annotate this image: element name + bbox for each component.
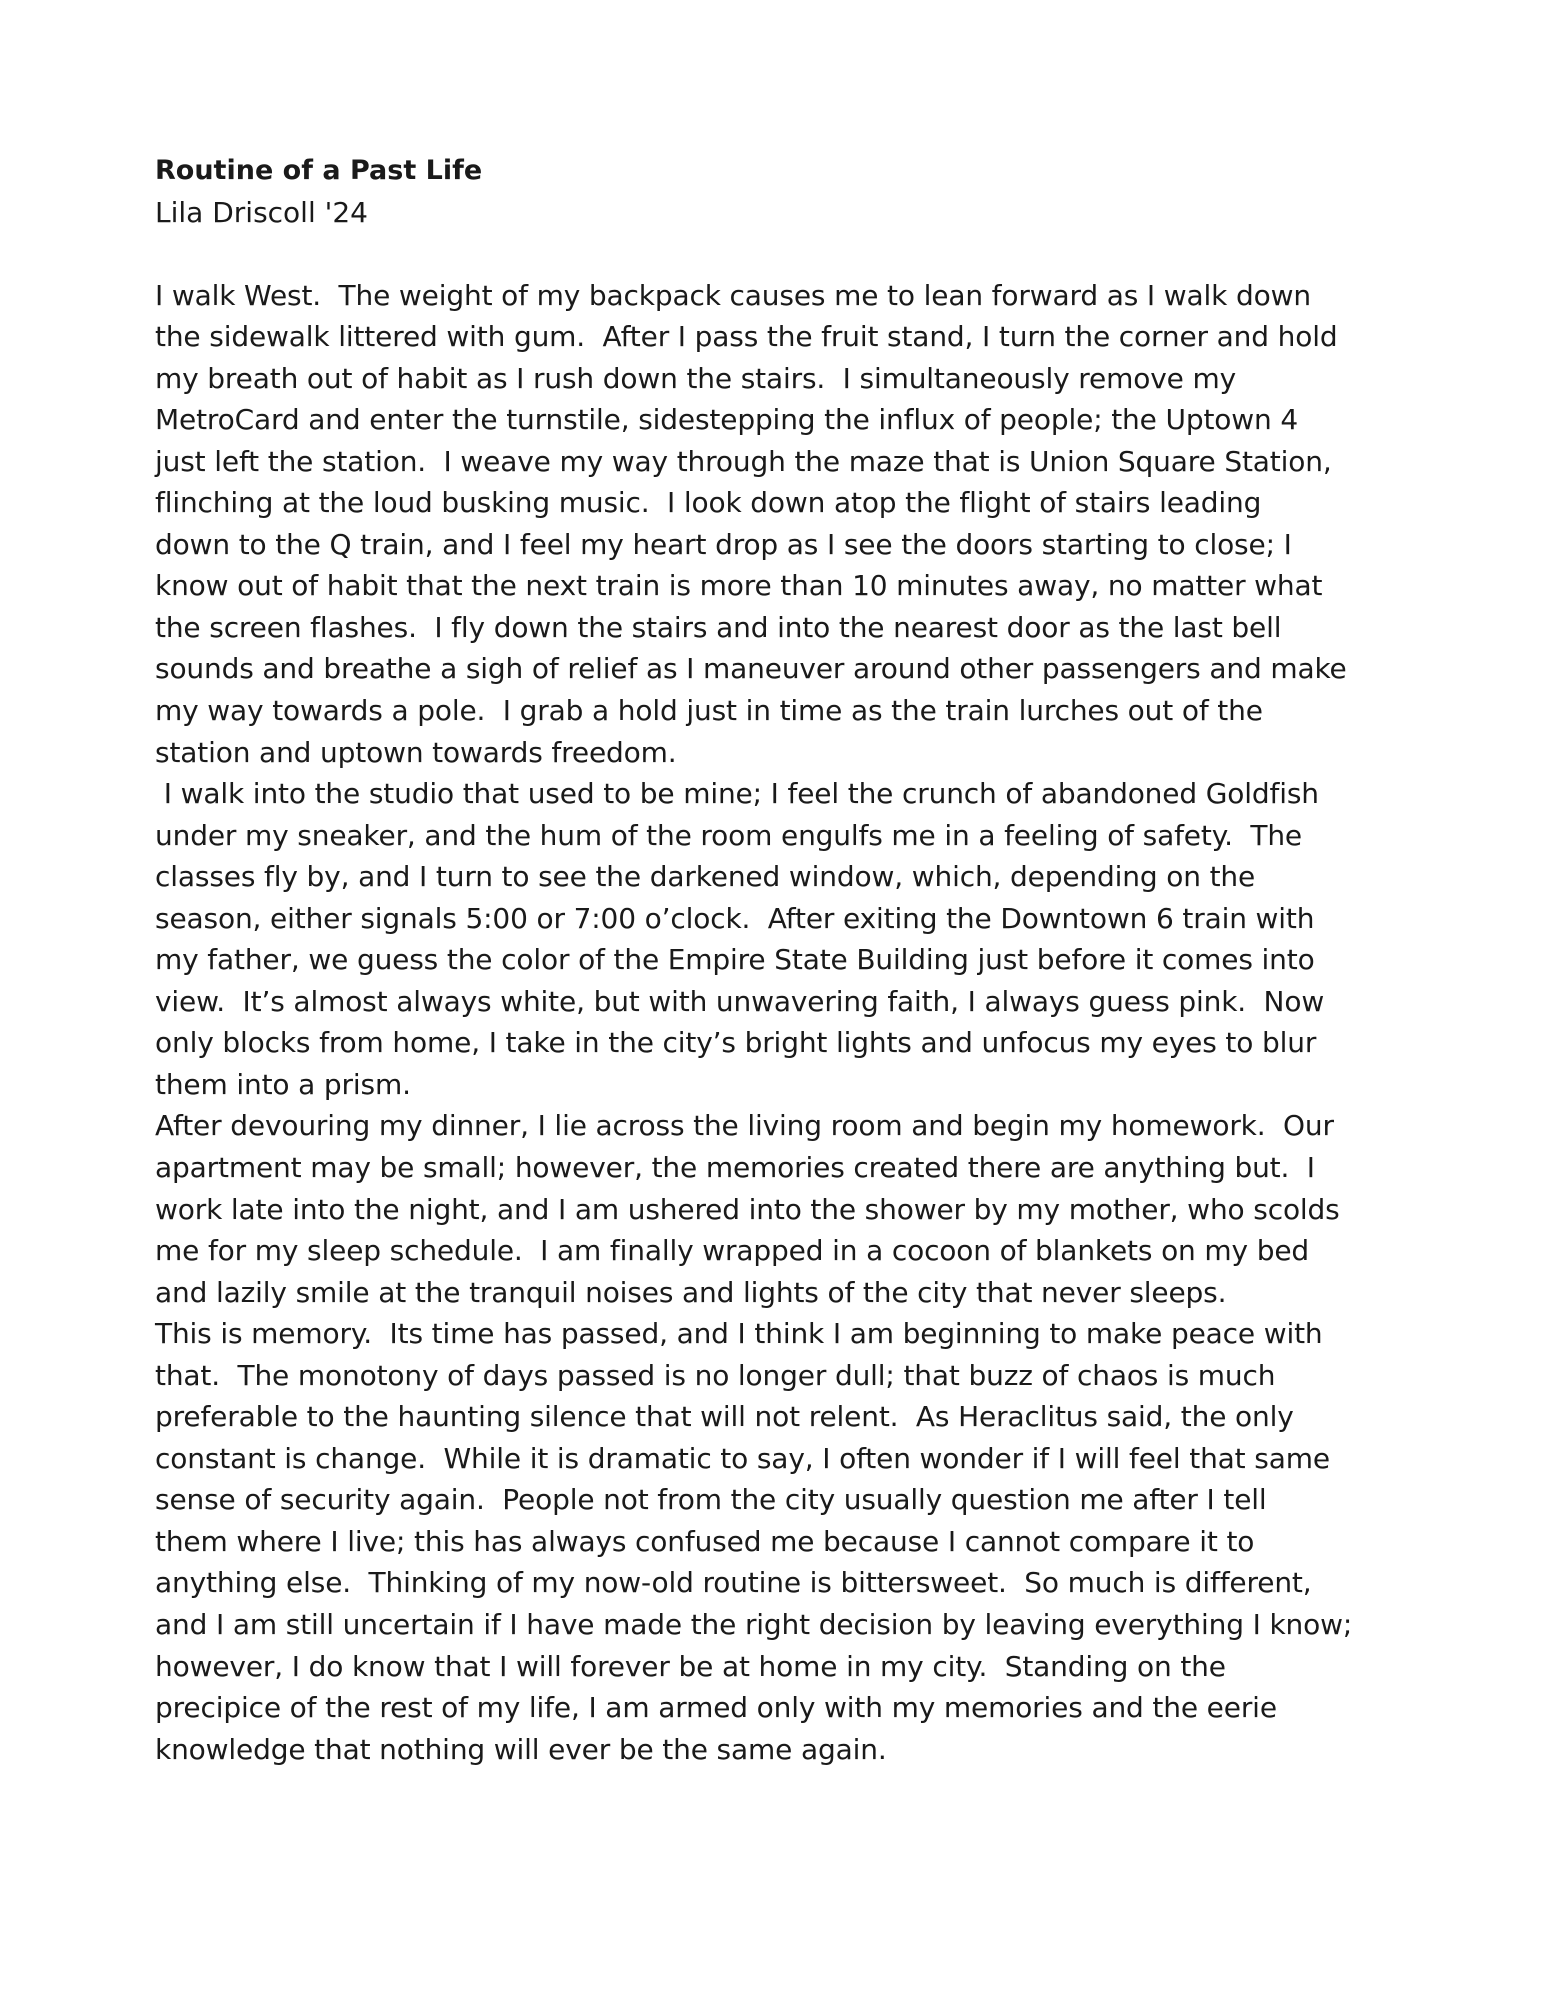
body-text-line: view. It’s almost always white, but with unwavering faith, I always guess pink. Now bbox=[155, 984, 1325, 1018]
body-text-line: anything else. Thinking of my now-old routine is bittersweet. So much is different, bbox=[155, 1566, 1312, 1600]
body-text-line: classes fly by, and I turn to see the darkened window, which, depending on the bbox=[155, 860, 1256, 894]
body-text-line: just left the station. I weave my way through the maze that is Union Square Station, bbox=[155, 444, 1332, 478]
body-text-line: me for my sleep schedule. I am finally wrapped in a cocoon of blankets on my bed bbox=[155, 1234, 1310, 1268]
body-text-line: them into a prism. bbox=[155, 1067, 411, 1101]
body-text-line: know out of habit that the next train is more than 10 minutes away, no matter what bbox=[155, 569, 1323, 603]
document-title: Routine of a Past Life bbox=[155, 155, 483, 186]
body-text-line: and I am still uncertain if I have made the right decision by leaving everything I know; bbox=[155, 1608, 1353, 1641]
body-text-line: MetroCard and enter the turnstile, sidestepping the influx of people; the Uptown 4 bbox=[155, 403, 1299, 437]
document-body bbox=[155, 275, 1395, 1771]
body-text-line: preferable to the haunting silence that will not relent. As Heraclitus said, the only bbox=[155, 1400, 1294, 1434]
body-text-line: my father, we guess the color of the Empire State Building just before it comes into bbox=[155, 943, 1315, 977]
body-text-line: my way towards a pole. I grab a hold just in time as the train lurches out of the bbox=[155, 693, 1263, 727]
body-text-line: only blocks from home, I take in the city’s bright lights and unfocus my eyes to blur bbox=[155, 1026, 1317, 1060]
body-text-line: apartment may be small; however, the memories created there are anything but. I bbox=[155, 1150, 1315, 1184]
body-text-line: however, I do know that I will forever be at home in my city. Standing on the bbox=[155, 1649, 1226, 1683]
body-text-line: knowledge that nothing will ever be the same again. bbox=[155, 1732, 887, 1766]
body-text-line: station and uptown towards freedom. bbox=[155, 735, 677, 769]
body-text-line: and lazily smile at the tranquil noises and lights of the city that never sleeps. bbox=[155, 1275, 1227, 1309]
body-text-line: sounds and breathe a sigh of relief as I maneuver around other passengers and make bbox=[155, 652, 1347, 686]
body-text-line: down to the Q train, and I feel my heart drop as I see the doors starting to close; I bbox=[155, 527, 1292, 561]
body-text-line: the screen flashes. I fly down the stairs and into the nearest door as the last bell bbox=[155, 610, 1282, 644]
document-page bbox=[155, 150, 1395, 1770]
body-text-line: the sidewalk littered with gum. After I pass the fruit stand, I turn the corner and hold bbox=[155, 320, 1338, 354]
body-text-line: precipice of the rest of my life, I am armed only with my memories and the eerie bbox=[155, 1691, 1277, 1725]
body-text-line: After devouring my dinner, I lie across the living room and begin my homework. Our bbox=[155, 1109, 1334, 1143]
body-text-line: This is memory. Its time has passed, and I think I am beginning to make peace with bbox=[155, 1317, 1323, 1351]
body-text-line: constant is change. While it is dramatic to say, I often wonder if I will feel that same bbox=[155, 1441, 1330, 1475]
body-text-line: work late into the night, and I am ushered into the shower by my mother, who scolds bbox=[155, 1192, 1340, 1226]
body-text-line: that. The monotony of days passed is no longer dull; that buzz of chaos is much bbox=[155, 1358, 1276, 1392]
body-text-line: I walk West. The weight of my backpack causes me to lean forward as I walk down bbox=[155, 278, 1311, 312]
body-text-line: sense of security again. People not from the city usually question me after I tell bbox=[155, 1483, 1267, 1517]
body-text-line: season, either signals 5:00 or 7:00 o’clock. After exiting the Downtown 6 train with bbox=[155, 901, 1315, 935]
body-text-line: under my sneaker, and the hum of the room engulfs me in a feeling of safety. The bbox=[155, 818, 1302, 852]
body-text-line: flinching at the loud busking music. I look down atop the flight of stairs leading bbox=[155, 486, 1262, 520]
body-text-line: them where I live; this has always confused me because I cannot compare it to bbox=[155, 1524, 1255, 1558]
body-text-line: my breath out of habit as I rush down the stairs. I simultaneously remove my bbox=[155, 361, 1236, 395]
body-text-line: I walk into the studio that used to be mine; I feel the crunch of abandoned Goldfish bbox=[155, 777, 1319, 811]
document-author: Lila Driscoll '24 bbox=[155, 195, 368, 229]
